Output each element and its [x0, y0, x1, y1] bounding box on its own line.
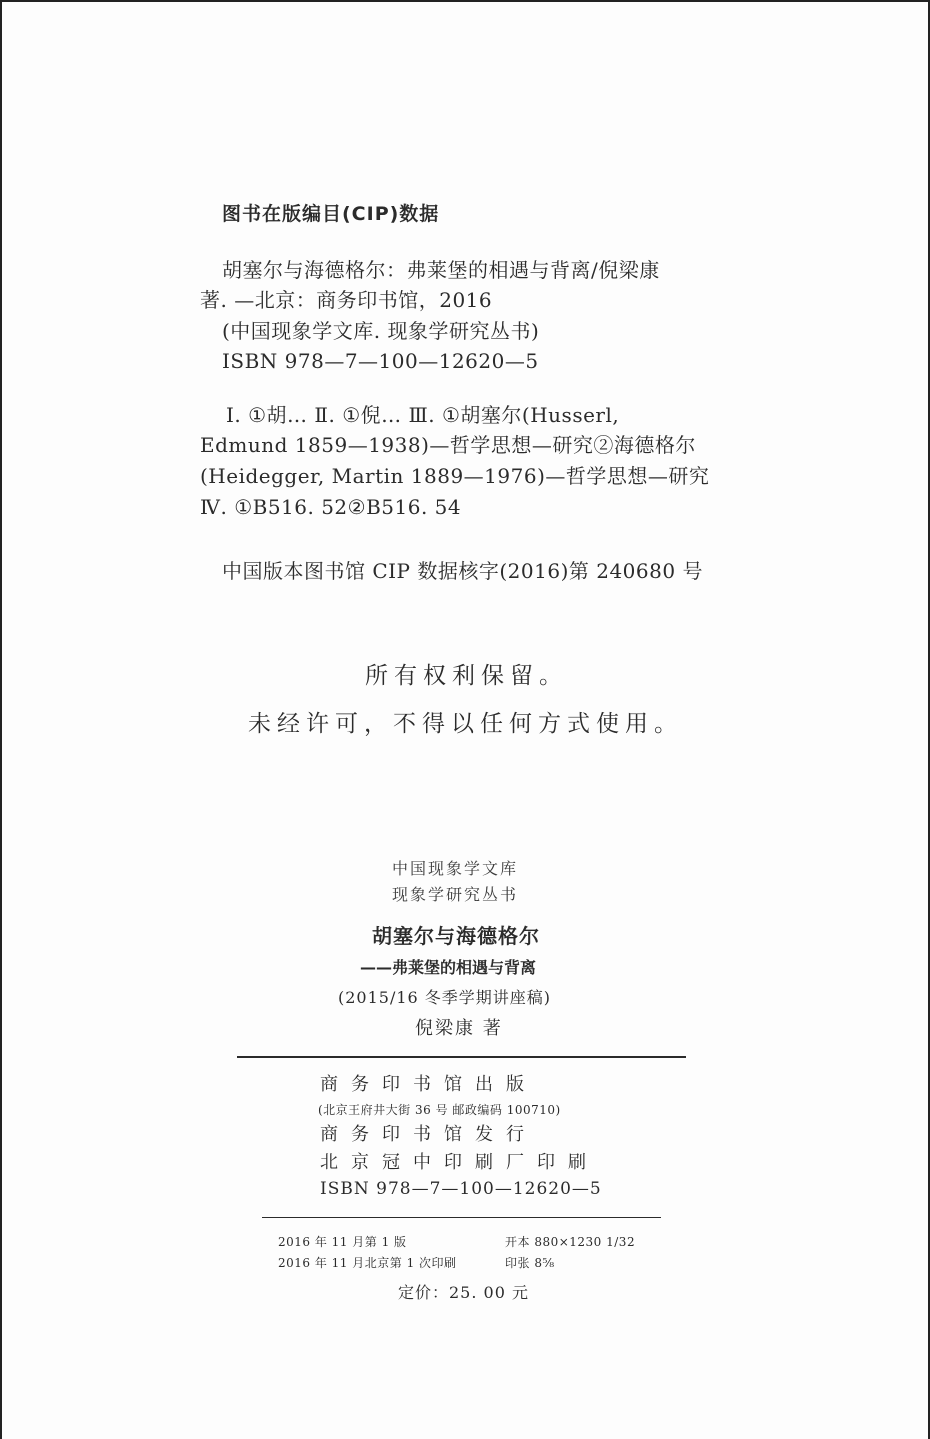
- scan-border-left: [0, 0, 2, 1439]
- cip-classification-line-1: Ⅰ. ①胡… Ⅱ. ①倪… Ⅲ. ①胡塞尔(Husserl,: [226, 403, 620, 427]
- imprint-isbn: ISBN 978—7—100—12620—5: [320, 1179, 602, 1199]
- distributor-line: 商务印书馆发行: [320, 1124, 537, 1145]
- cip-publisher-line: 著. —北京：商务印书馆，2016: [200, 288, 493, 312]
- cip-classification-line-4: Ⅳ. ①B516. 52②B516. 54: [200, 495, 462, 519]
- series-name-1: 中国现象学文库: [392, 859, 519, 878]
- rights-usage: 未经许可，不得以任何方式使用。: [248, 711, 683, 737]
- edition-line: 2016 年 11 月第 1 版: [278, 1235, 407, 1249]
- cip-heading: 图书在版编目(CIP)数据: [222, 203, 440, 225]
- lecture-note: (2015/16 冬季学期讲座稿): [338, 988, 552, 1007]
- cip-title-line: 胡塞尔与海德格尔：弗莱堡的相遇与背离/倪梁康: [222, 258, 660, 282]
- publisher-line: 商务印书馆出版: [320, 1074, 537, 1095]
- cip-verification: 中国版本图书馆 CIP 数据核字(2016)第 240680 号: [222, 559, 703, 583]
- author-line: 倪梁康 著: [415, 1018, 503, 1039]
- printing-line: 2016 年 11 月北京第 1 次印刷: [278, 1256, 457, 1270]
- format-line: 开本 880×1230 1/32: [505, 1235, 636, 1249]
- cip-classification-line-3: (Heidegger, Martin 1889—1976)—哲学思想—研究: [200, 464, 710, 488]
- publisher-address: (北京王府井大街 36 号 邮政编码 100710): [318, 1103, 561, 1117]
- book-title: 胡塞尔与海德格尔: [372, 924, 540, 948]
- book-subtitle: ——弗莱堡的相遇与背离: [360, 958, 537, 977]
- sheets-line: 印张 8⅝: [505, 1256, 555, 1270]
- imprint-bottom-rule: [262, 1217, 661, 1218]
- cip-series-line: (中国现象学文库. 现象学研究丛书): [222, 319, 540, 343]
- cip-isbn-line: ISBN 978—7—100—12620—5: [222, 349, 539, 373]
- imprint-top-rule: [237, 1056, 686, 1058]
- series-name-2: 现象学研究丛书: [392, 885, 519, 904]
- cip-classification-line-2: Edmund 1859—1938)—哲学思想—研究②海德格尔: [200, 433, 696, 457]
- scan-border-top: [0, 0, 930, 2]
- printer-line: 北京冠中印刷厂印刷: [320, 1152, 599, 1173]
- price-line: 定价：25. 00 元: [398, 1283, 529, 1302]
- rights-reserved: 所有权利保留。: [365, 663, 568, 689]
